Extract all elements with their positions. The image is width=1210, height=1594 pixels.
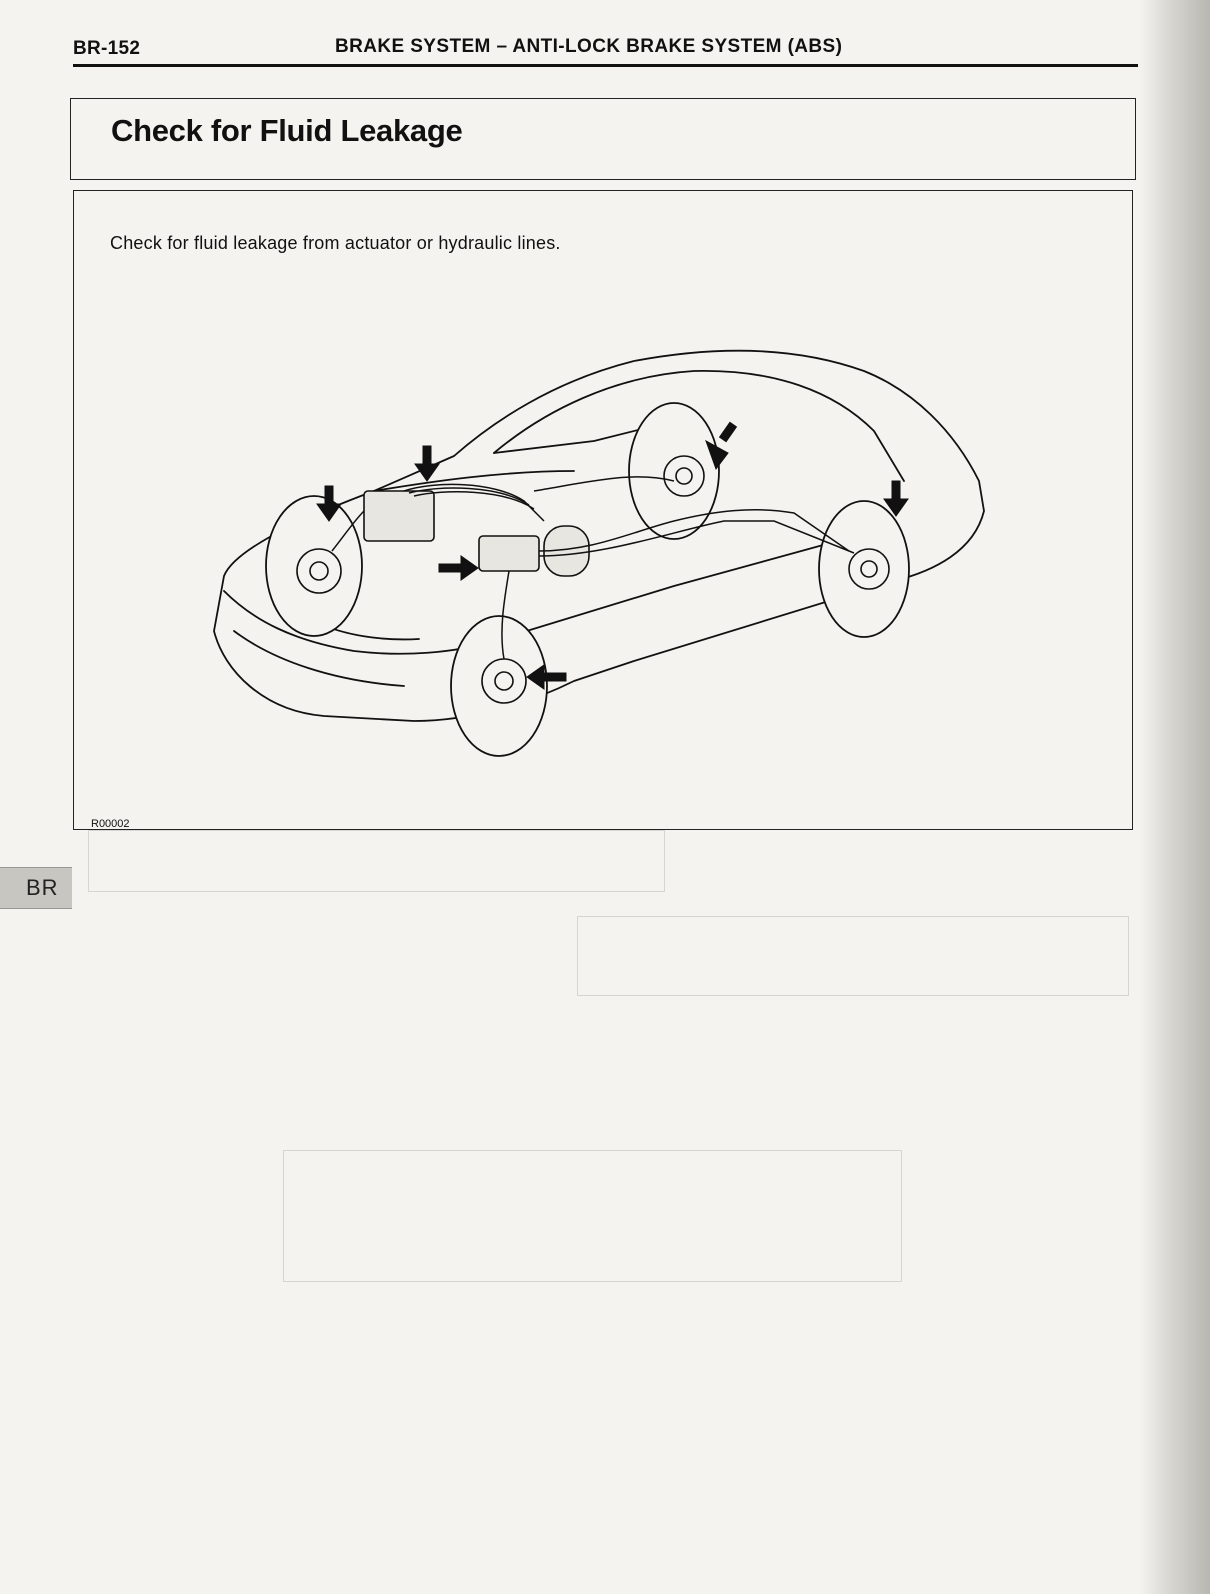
instruction-text: Check for fluid leakage from actuator or hydraulic lines. (110, 233, 561, 253)
section-tab-label: BR (26, 875, 59, 900)
procedure-title: Check for Fluid Leakage (111, 113, 463, 148)
master-cylinder (479, 536, 539, 571)
arrow-actuator (415, 446, 439, 481)
page-edge-shadow (1140, 0, 1210, 1594)
abs-actuator (364, 491, 434, 541)
section-tab (0, 867, 72, 909)
procedure-title-box (70, 98, 1136, 180)
bleed-through-box (283, 1150, 902, 1282)
page-number: BR-152 (73, 38, 141, 59)
section-title: BRAKE SYSTEM – ANTI-LOCK BRAKE SYSTEM (ABS) (335, 36, 843, 57)
bleed-through-box (88, 830, 665, 892)
grille-line (234, 631, 404, 686)
front-right-wheel (451, 616, 547, 756)
front-left-wheel (266, 496, 362, 636)
abs-hydraulic-lines-illustration (74, 191, 1134, 831)
hood-line (374, 471, 574, 491)
bleed-through-box (577, 916, 1129, 996)
page-header (73, 34, 1138, 67)
figure-code: R00002 (91, 818, 130, 830)
figure-box (73, 190, 1133, 830)
rear-right-wheel (819, 501, 909, 637)
windshield-line (494, 426, 654, 453)
rear-left-wheel (629, 403, 719, 539)
front-bumper (224, 591, 494, 654)
arrow-master-cylinder (439, 556, 478, 580)
